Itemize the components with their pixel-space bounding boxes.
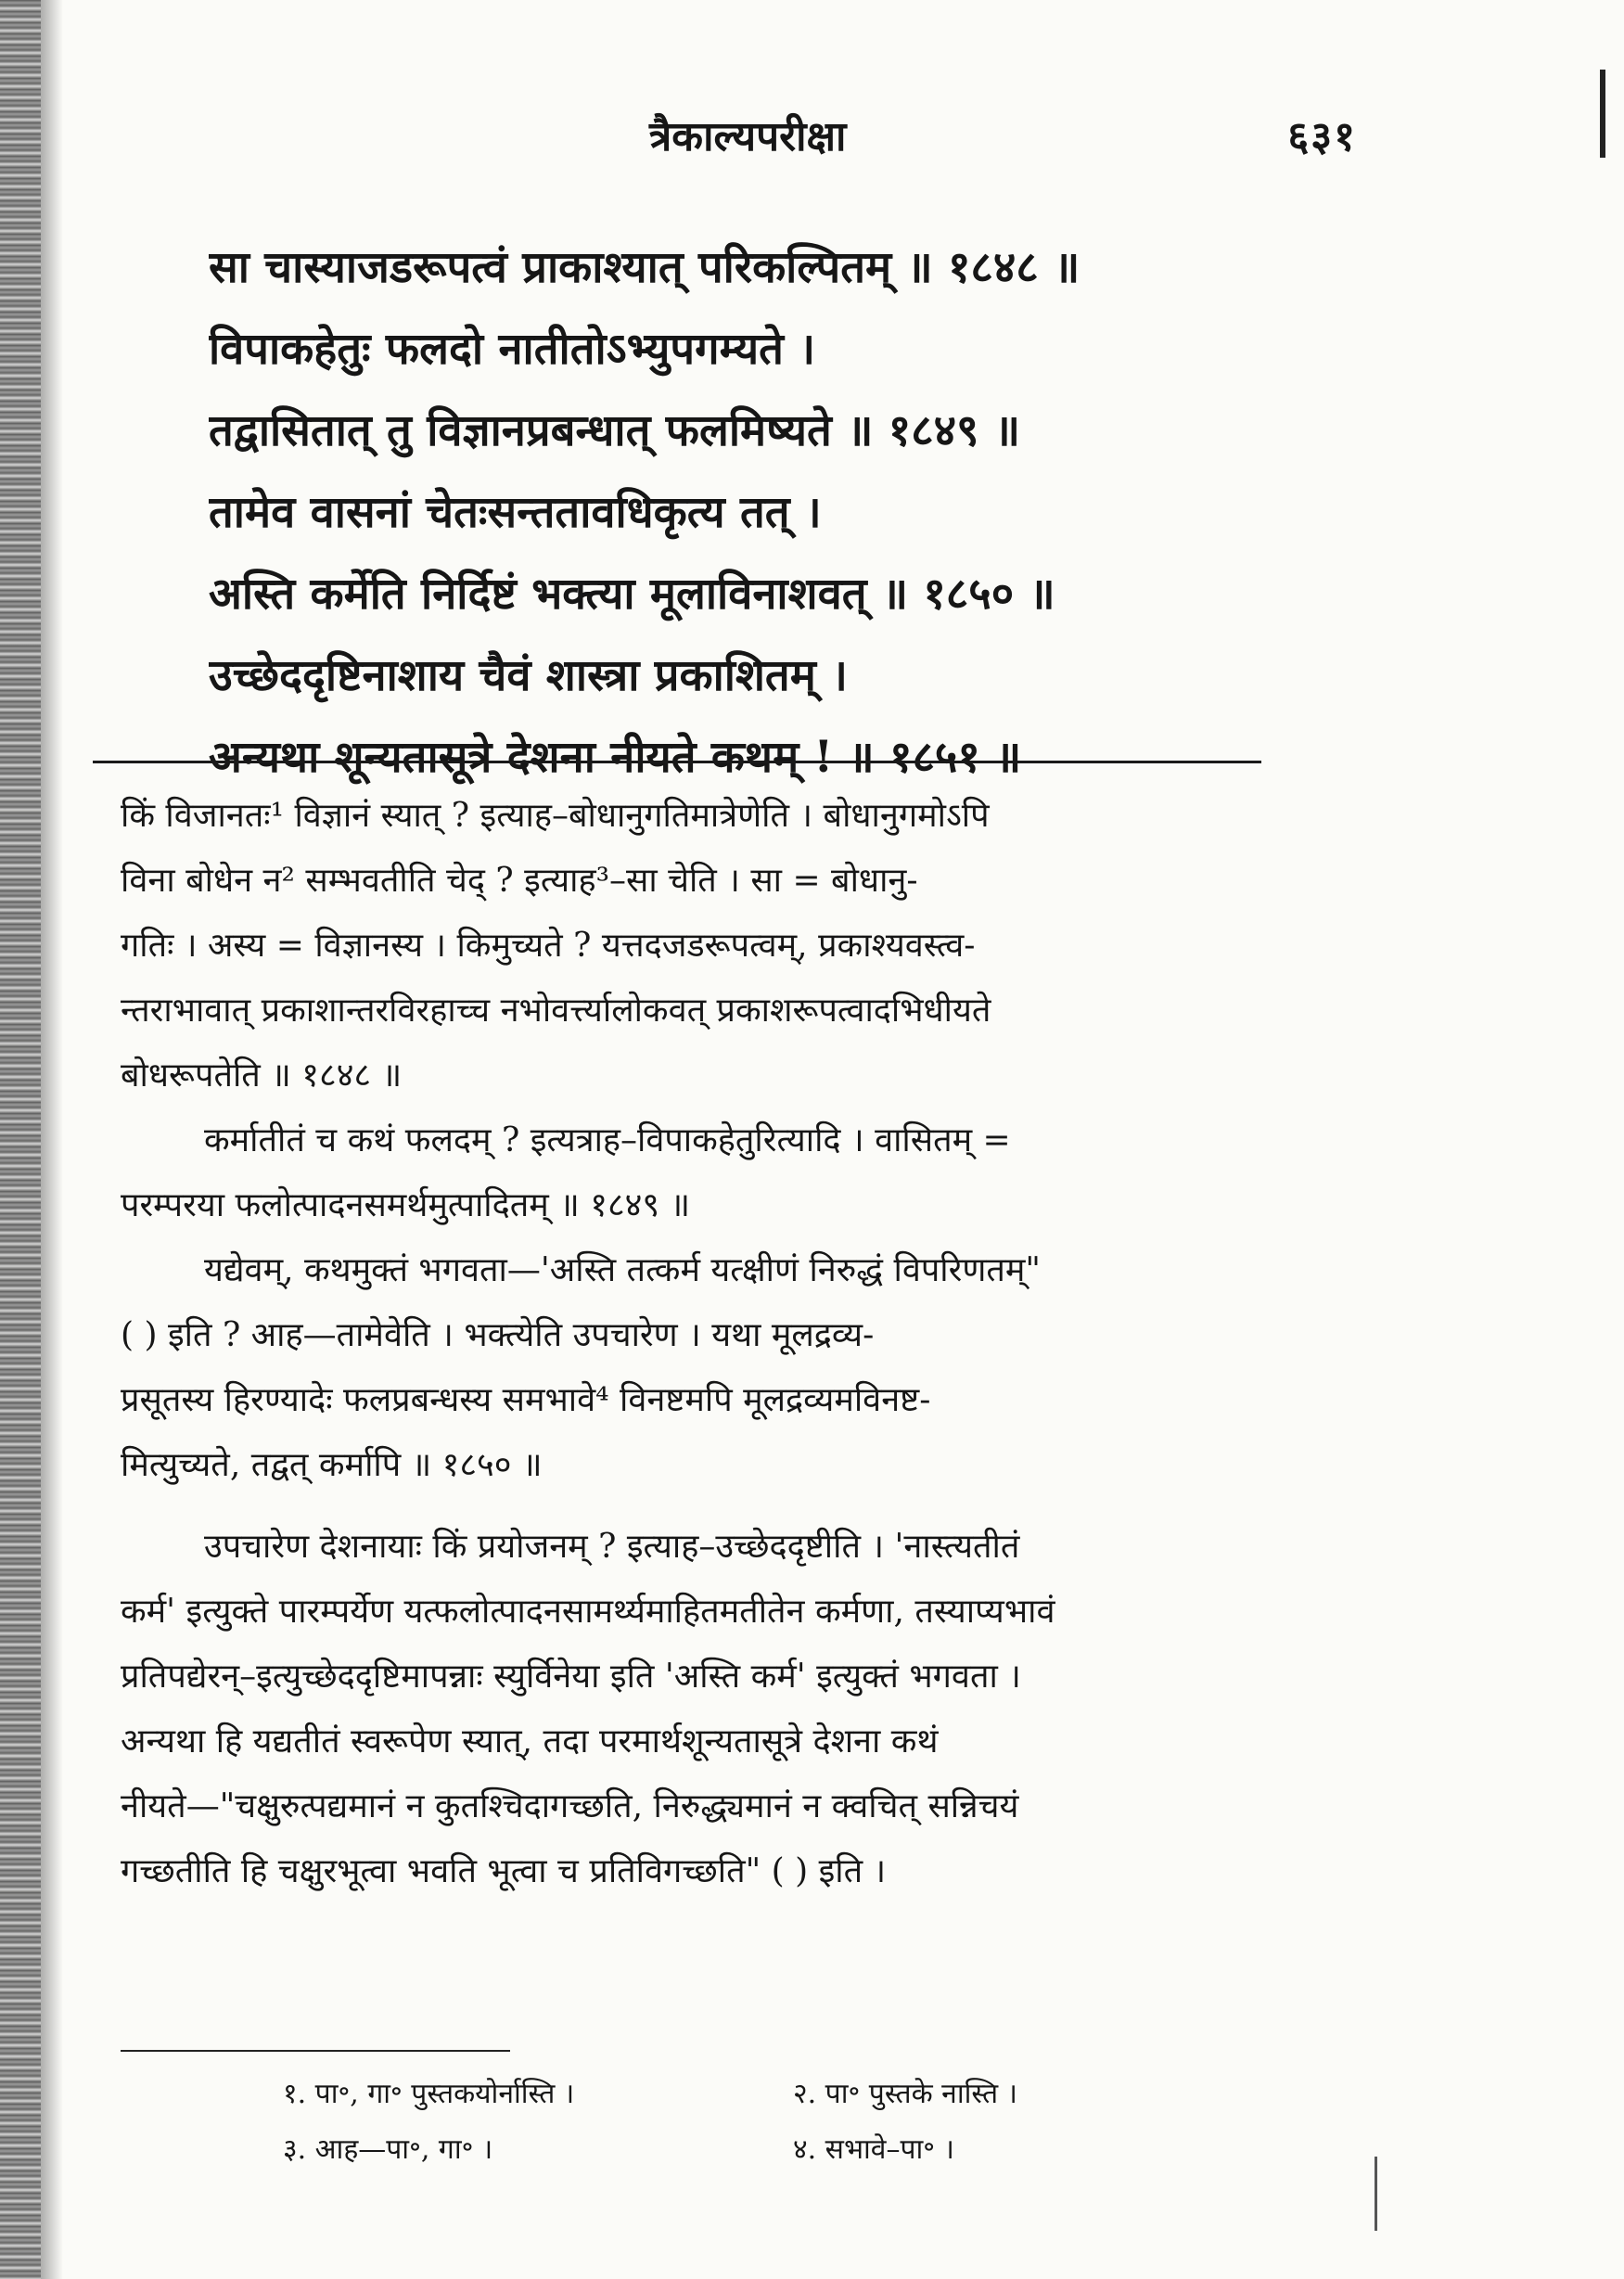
- page-number: ६३१: [1287, 113, 1357, 160]
- commentary-line: गच्छतीति हि चक्षुरभूत्वा भवति भूत्वा च प्रतिविगच्छति" ( ) इति ।: [121, 1852, 887, 1890]
- commentary-line: गतिः । अस्य = विज्ञानस्य । किमुच्यते ? यत्तदजडरूपत्वम्, प्रकाश्यवस्त्व-: [121, 927, 976, 965]
- verse-line: उच्छेददृष्टिनाशाय चैवं शास्त्रा प्रकाशितम् ।: [209, 650, 848, 701]
- commentary-line: बोधरूपतेति ॥ १८४८ ॥: [121, 1056, 403, 1095]
- scan-mark-top-right: [1600, 70, 1605, 158]
- scan-mark-bottom-right: [1375, 2157, 1377, 2231]
- commentary-line: परम्परया फलोत्पादनसमर्थमुत्पादितम् ॥ १८४९ ॥: [121, 1186, 691, 1224]
- footnote-row: [283, 2122, 1303, 2178]
- commentary-line: अन्यथा हि यद्यतीतं स्वरूपेण स्यात्, तदा परमार्थशून्यतासूत्रे देशना कथं: [121, 1722, 939, 1760]
- commentary-line: प्रसूतस्य हिरण्यादेः फलप्रबन्धस्य समभावे⁴ विनष्टमपि मूलद्रव्यमविनष्ट-: [121, 1381, 931, 1419]
- commentary-line: प्रतिपद्येरन्–इत्युच्छेददृष्टिमापन्नाः स्युर्विनेया इति 'अस्ति कर्म' इत्युक्तं भगवता ।: [121, 1658, 1021, 1696]
- footnote: ३. आह—पा॰, गा॰ ।: [283, 2133, 493, 2166]
- footnote-divider: [121, 2050, 510, 2052]
- footnote: २. पा॰ पुस्तके नास्ति ।: [793, 2078, 1018, 2110]
- verse-line: अस्ति कर्मेति निर्दिष्टं भक्त्या मूलाविनाशवत् ॥ १८५० ॥: [209, 569, 1055, 620]
- commentary-line: न्तराभावात् प्रकाशान्तरविरहाच्च नभोवर्त्त्यालोकवत् प्रकाशरूपत्वादभिधीयते: [121, 992, 991, 1030]
- page-header: [204, 107, 1357, 181]
- commentary: [121, 784, 1298, 1904]
- commentary-paragraph-2: [121, 1108, 1298, 1238]
- verse-line: विपाकहेतुः फलदो नातीतोऽभ्युपगम्यते ।: [209, 324, 816, 375]
- verse-line: तद्वासितात् तु विज्ञानप्रबन्धात् फलमिष्यते ॥ १८४९ ॥: [209, 405, 1020, 456]
- commentary-paragraph-3: [121, 1238, 1298, 1498]
- verse-line: अन्यथा शून्यतासूत्रे देशना नीयते कथम् ! ॥ १८५१ ॥: [209, 732, 1022, 783]
- commentary-line: कर्म' इत्युक्ते पारम्पर्येण यत्फलोत्पादनसामर्थ्यमाहितमतीतेन कर्मणा, तस्याप्यभावं: [121, 1593, 1055, 1631]
- footnote: १. पा॰, गा॰ पुस्तकयोर्नास्ति ।: [283, 2078, 575, 2110]
- verse-line: तामेव वासनां चेतःसन्ततावधिकृत्य तत् ।: [209, 487, 822, 538]
- commentary-line: यद्येवम्, कथमुक्तं भगवता—'अस्ति तत्कर्म यत्क्षीणं निरुद्धं विपरिणतम्": [204, 1251, 1041, 1289]
- scan-edge-shadow: [0, 0, 41, 2279]
- footnote: ४. सभावे–पा॰ ।: [793, 2133, 954, 2166]
- scan-edge-fade: [41, 0, 63, 2279]
- commentary-line: कर्मातीतं च कथं फलदम् ? इत्यत्राह–विपाकहेतुरित्यादि । वासितम् =: [204, 1121, 1011, 1159]
- commentary-paragraph-1: [121, 784, 1298, 1108]
- commentary-line: नीयते—"चक्षुरुत्पद्यमानं न कुतश्चिदागच्छति, निरुद्ध्यमानं न क्वचित् सन्निचयं: [121, 1787, 1019, 1825]
- footnote-row: [283, 2067, 1303, 2122]
- paragraph-gap: [121, 1498, 1298, 1515]
- verse-line: सा चास्याजडरूपत्वं प्राकाश्यात् परिकल्पितम् ॥ १८४८ ॥: [209, 242, 1081, 293]
- commentary-line: मित्युच्यते, तद्वत् कर्मापि ॥ १८५० ॥: [121, 1446, 543, 1484]
- commentary-paragraph-4: [121, 1515, 1298, 1904]
- verse-block: [209, 227, 1368, 799]
- verse-commentary-divider: [93, 761, 1261, 763]
- footnotes: [283, 2067, 1303, 2178]
- commentary-line: उपचारेण देशनायाः किं प्रयोजनम् ? इत्याह–उच्छेददृष्टीति । 'नास्त्यतीतं: [204, 1528, 1020, 1566]
- running-title: त्रैकाल्यपरीक्षा: [649, 113, 847, 160]
- commentary-line: किं विजानतः¹ विज्ञानं स्यात् ? इत्याह–बोधानुगतिमात्रेणेति । बोधानुगमोऽपि: [121, 797, 990, 835]
- commentary-line: विना बोधेन न² सम्भवतीति चेद् ? इत्याह³–सा चेति । सा = बोधानु-: [121, 862, 918, 900]
- commentary-line: ( ) इति ? आह—तामेवेति । भक्त्येति उपचारेण । यथा मूलद्रव्य-: [121, 1316, 875, 1354]
